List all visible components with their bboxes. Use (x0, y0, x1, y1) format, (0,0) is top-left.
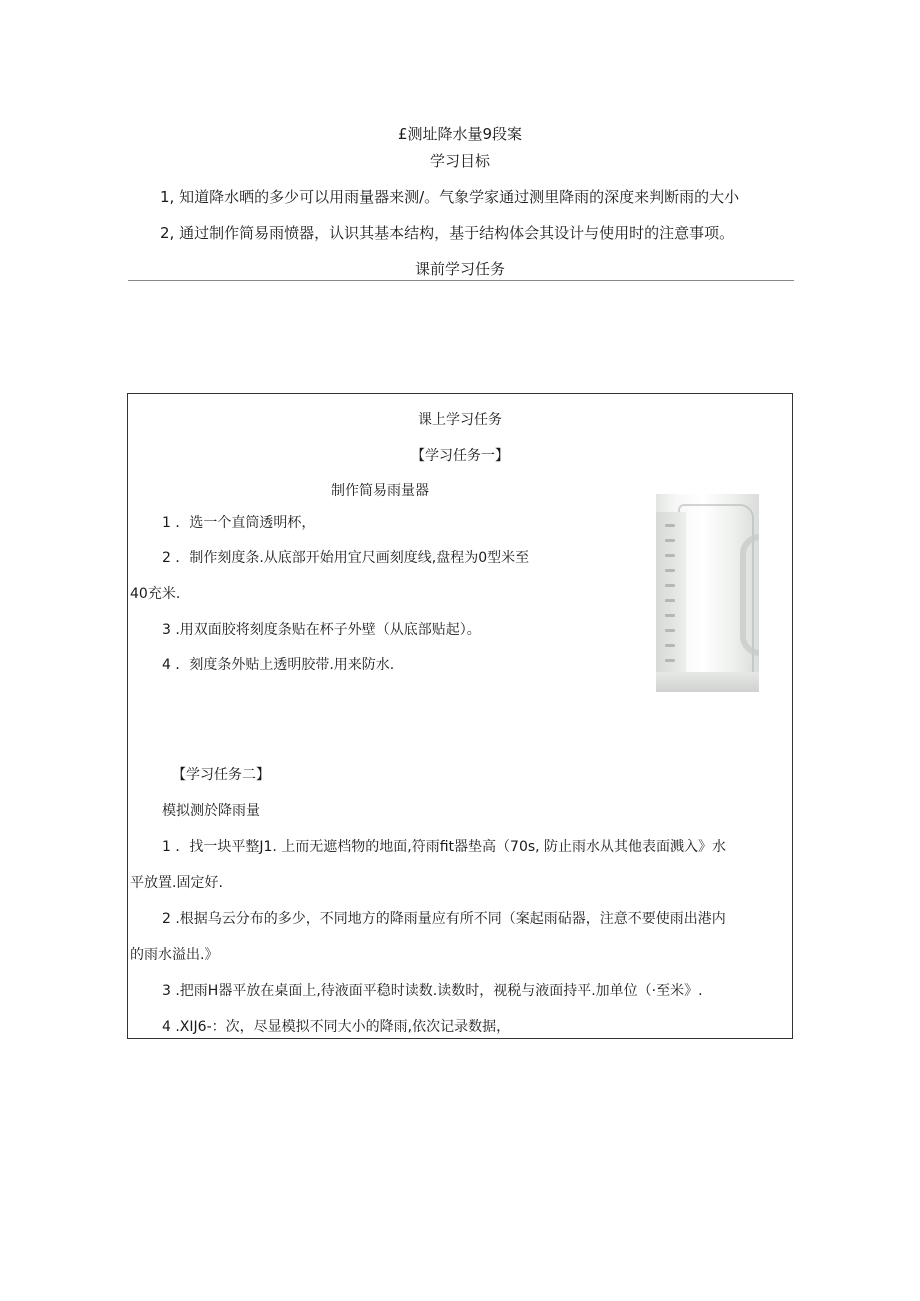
task2-label: 【学习任务二】 (172, 767, 270, 783)
task1-step: 1 ．选一个直筒透明杯， (162, 515, 316, 531)
learning-goal-2: 2, 通过制作简易雨愤器，认识其基本结构，基于结构体会其设计与使用时的注意事项。 (160, 224, 735, 242)
in-class-task-box (127, 393, 793, 1039)
task1-step: 2 ．制作刻度条.从底部开始用宜尺画刻度线,盘程为0型米至 (162, 550, 530, 566)
rain-gauge-cup-photo (656, 494, 759, 692)
task1-step-continued: 40充米. (130, 586, 181, 602)
in-class-heading: 课上学习任务 (418, 412, 502, 428)
task2-subtitle: 模拟测於降雨量 (162, 803, 260, 819)
scale-marks (665, 524, 679, 674)
task2-step: 1 ．找一块平整J1. 上而无遮档物的地面,符雨fit器垫高（70s, 防止雨水从其他表面溅入》水 (162, 839, 727, 855)
task2-step-continued: 的雨水溢出.》 (130, 947, 219, 963)
cup-base (656, 672, 759, 692)
task2-step: 3 .把雨H器平放在桌面上,待液面平稳时读数.读数时，视税与液面持平.加单位（·至米》. (162, 983, 703, 999)
task1-label: 【学习任务一】 (411, 448, 509, 464)
pre-class-heading: 课前学习任务 (414, 260, 505, 278)
learning-goal-1: 1, 知道降水晒的多少可以用雨量器来测/。气象学家通过测里降雨的深度来判断雨的大小 (160, 188, 740, 206)
task1-subtitle: 制作简易雨量器 (331, 483, 429, 499)
task2-step-continued: 平放置.固定好. (130, 875, 223, 891)
document-title: £测址降水量9段案 (397, 125, 523, 143)
section-divider (128, 280, 794, 281)
task2-step: 2 .根据乌云分布的多少，不同地方的降雨量应有所不同（案起雨砧器，注意不要使雨出港内 (162, 911, 726, 927)
task1-step: 3 .用双面胶将刻度条贴在杯子外壁（从底部贴起）。 (162, 622, 481, 638)
learning-goals-heading: 学习目标 (429, 152, 490, 170)
task1-step: 4 ．刻度条外贴上透明胶带.用来防水. (162, 657, 395, 673)
cup-handle (740, 534, 759, 656)
task2-step: 4 .XIJ6-：次，尽显模拟不同大小的降雨,依次记录数据， (162, 1019, 511, 1035)
